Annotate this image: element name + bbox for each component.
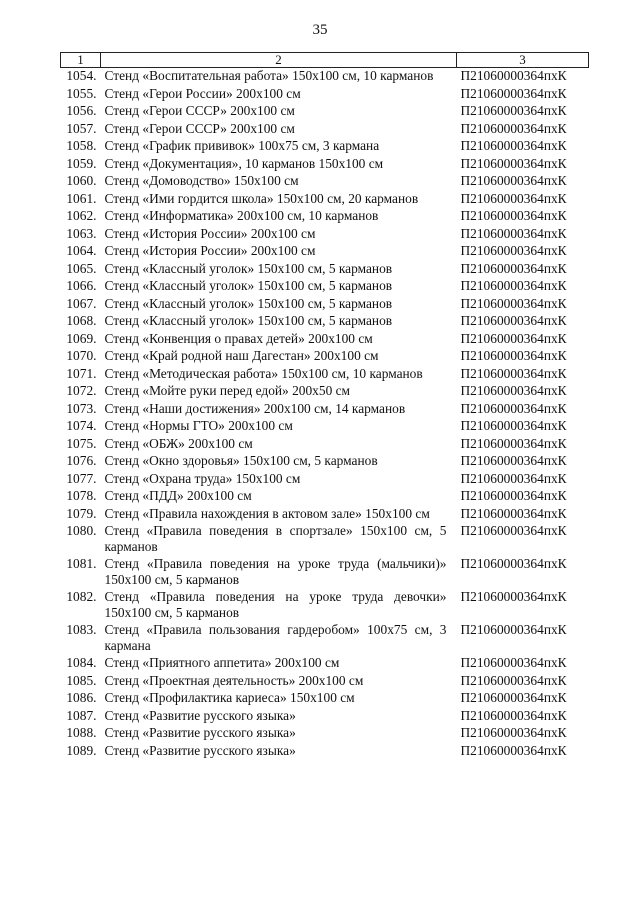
table-row xyxy=(61,191,589,209)
table-row xyxy=(61,743,589,761)
table-row xyxy=(61,655,589,673)
table-row xyxy=(61,708,589,726)
item-description: Стенд «История России» 200x100 см xyxy=(104,243,316,258)
item-inventory-code: П21060000364пхК xyxy=(460,313,567,328)
item-inventory-code: П21060000364пхК xyxy=(460,742,567,758)
item-inventory-code: П21060000364пхК xyxy=(460,120,567,136)
item-number: 1068. xyxy=(66,313,97,328)
table-row xyxy=(61,725,589,743)
item-inventory-code: П21060000364пхК xyxy=(460,330,567,346)
item-description: Стенд «Охрана труда» 150x100 см xyxy=(104,470,301,486)
item-description: Стенд «Герои СССР» 200x100 см xyxy=(104,120,295,136)
item-number: 1062. xyxy=(66,208,97,223)
item-inventory-code: П21060000364пхК xyxy=(460,655,567,670)
item-number: 1076. xyxy=(66,453,97,468)
inventory-table xyxy=(60,52,589,760)
item-number: 1070. xyxy=(66,348,97,363)
item-number: 1056. xyxy=(66,103,97,118)
item-description: Стенд «Документация», 10 карманов 150x100 см xyxy=(104,155,384,171)
item-number: 1079. xyxy=(66,505,97,521)
item-number: 1082. xyxy=(66,589,97,604)
table-row xyxy=(61,173,589,191)
item-description: Стенд «Правила пользования гардеробом» 100x75 см, 3 кармана xyxy=(104,622,447,653)
item-inventory-code: П21060000364пхК xyxy=(460,400,567,416)
item-inventory-code: П21060000364пхК xyxy=(460,672,567,688)
column-header-3: 3 xyxy=(457,53,589,68)
table-row xyxy=(61,589,589,622)
item-description: Стенд «Методическая работа» 150x100 см, 10 карманов xyxy=(104,365,423,381)
item-number: 1075. xyxy=(66,435,97,451)
item-description: Стенд «Классный уголок» 150x100 см, 5 карманов xyxy=(104,313,393,328)
item-number: 1061. xyxy=(66,190,97,206)
item-number: 1088. xyxy=(66,725,97,740)
item-description: Стенд «История России» 200x100 см xyxy=(104,225,316,241)
item-inventory-code: П21060000364пхК xyxy=(460,589,567,604)
column-header-2: 2 xyxy=(101,53,457,68)
table-row xyxy=(61,436,589,454)
table-row xyxy=(61,226,589,244)
item-number: 1081. xyxy=(66,556,97,571)
item-number: 1080. xyxy=(66,523,97,538)
item-description: Стенд «Наши достижения» 200x100 см, 14 карманов xyxy=(104,400,406,416)
item-inventory-code: П21060000364пхК xyxy=(460,225,567,241)
item-number: 1077. xyxy=(66,470,97,486)
item-number: 1054. xyxy=(66,68,97,83)
table-row xyxy=(61,453,589,471)
table-row xyxy=(61,138,589,156)
item-description: Стенд «Правила поведения на уроке труда (мальчики)» 150x100 см, 5 карманов xyxy=(104,556,447,587)
item-inventory-code: П21060000364пхК xyxy=(460,383,567,398)
item-number: 1078. xyxy=(66,488,97,503)
table-row xyxy=(61,296,589,314)
item-inventory-code: П21060000364пхК xyxy=(460,418,567,433)
table-row xyxy=(61,208,589,226)
item-inventory-code: П21060000364пхК xyxy=(460,138,567,153)
item-description: Стенд «Конвенция о правах детей» 200x100 см xyxy=(104,330,373,346)
table-row xyxy=(61,366,589,384)
item-number: 1059. xyxy=(66,155,97,171)
table-row xyxy=(61,488,589,506)
item-description: Стенд «Нормы ГТО» 200x100 см xyxy=(104,418,293,433)
item-inventory-code: П21060000364пхК xyxy=(460,365,567,381)
item-description: Стенд «Приятного аппетита» 200x100 см xyxy=(104,655,340,670)
item-inventory-code: П21060000364пхК xyxy=(460,278,567,293)
table-row xyxy=(61,86,589,104)
item-number: 1084. xyxy=(66,655,97,670)
item-number: 1089. xyxy=(66,742,97,758)
item-number: 1055. xyxy=(66,85,97,101)
item-inventory-code: П21060000364пхК xyxy=(460,725,567,740)
item-number: 1067. xyxy=(66,295,97,311)
item-number: 1085. xyxy=(66,672,97,688)
item-inventory-code: П21060000364пхК xyxy=(460,690,567,705)
item-description: Стенд «ОБЖ» 200x100 см xyxy=(104,435,253,451)
item-description: Стенд «Герои России» 200x100 см xyxy=(104,85,301,101)
item-inventory-code: П21060000364пхК xyxy=(460,243,567,258)
table-row xyxy=(61,471,589,489)
item-description: Стенд «Правила поведения на уроке труда девочки» 150x100 см, 5 карманов xyxy=(104,589,447,620)
table-row xyxy=(61,156,589,174)
item-description: Стенд «Герои СССР» 200x100 см xyxy=(104,103,295,118)
table-body xyxy=(61,68,589,761)
item-number: 1057. xyxy=(66,120,97,136)
item-number: 1066. xyxy=(66,278,97,293)
item-number: 1083. xyxy=(66,622,97,637)
item-description: Стенд «Правила нахождения в актовом зале» 150x100 см xyxy=(104,505,430,521)
item-description: Стенд «ПДД» 200x100 см xyxy=(104,488,252,503)
item-inventory-code: П21060000364пхК xyxy=(460,103,567,118)
item-number: 1073. xyxy=(66,400,97,416)
item-description: Стенд «Классный уголок» 150x100 см, 5 карманов xyxy=(104,278,393,293)
item-inventory-code: П21060000364пхК xyxy=(460,260,567,276)
item-inventory-code: П21060000364пхК xyxy=(460,556,567,571)
item-description: Стенд «Развитие русского языка» xyxy=(104,707,296,723)
item-inventory-code: П21060000364пхК xyxy=(460,488,567,503)
table-row xyxy=(61,121,589,139)
table-row xyxy=(61,243,589,261)
item-inventory-code: П21060000364пхК xyxy=(460,85,567,101)
item-inventory-code: П21060000364пхК xyxy=(460,173,567,188)
table-row xyxy=(61,690,589,708)
item-description: Стенд «Профилактика кариеса» 150x100 см xyxy=(104,690,355,705)
item-description: Стенд «Воспитательная работа» 150x100 см, 10 карманов xyxy=(104,68,434,83)
item-inventory-code: П21060000364пхК xyxy=(460,622,567,637)
item-inventory-code: П21060000364пхК xyxy=(460,453,567,468)
item-number: 1071. xyxy=(66,365,97,381)
table-row xyxy=(61,261,589,279)
page-number: 35 xyxy=(312,22,328,38)
item-description: Стенд «Развитие русского языка» xyxy=(104,742,296,758)
table-row xyxy=(61,556,589,589)
item-description: Стенд «Домоводство» 150x100 см xyxy=(104,173,299,188)
item-inventory-code: П21060000364пхК xyxy=(460,470,567,486)
item-number: 1074. xyxy=(66,418,97,433)
item-number: 1060. xyxy=(66,173,97,188)
item-inventory-code: П21060000364пхК xyxy=(460,435,567,451)
table-row xyxy=(61,348,589,366)
item-inventory-code: П21060000364пхК xyxy=(460,523,567,538)
item-number: 1086. xyxy=(66,690,97,705)
table-row xyxy=(61,418,589,436)
item-inventory-code: П21060000364пхК xyxy=(460,505,567,521)
item-number: 1087. xyxy=(66,707,97,723)
item-inventory-code: П21060000364пхК xyxy=(460,295,567,311)
table-row xyxy=(61,383,589,401)
column-header-1: 1 xyxy=(61,53,101,68)
item-description: Стенд «Окно здоровья» 150x100 см, 5 карманов xyxy=(104,453,378,468)
item-description: Стенд «График прививок» 100x75 см, 3 кармана xyxy=(104,138,380,153)
item-inventory-code: П21060000364пхК xyxy=(460,348,567,363)
table-row xyxy=(61,401,589,419)
table-row xyxy=(61,68,589,86)
item-inventory-code: П21060000364пхК xyxy=(460,68,567,83)
table-row xyxy=(61,313,589,331)
item-number: 1064. xyxy=(66,243,97,258)
item-description: Стенд «Классный уголок» 150x100 см, 5 карманов xyxy=(104,295,393,311)
item-number: 1065. xyxy=(66,260,97,276)
item-number: 1072. xyxy=(66,383,97,398)
item-description: Стенд «Информатика» 200x100 см, 10 карманов xyxy=(104,208,379,223)
item-inventory-code: П21060000364пхК xyxy=(460,190,567,206)
item-description: Стенд «Мойте руки перед едой» 200x50 см xyxy=(104,383,351,398)
table-row xyxy=(61,278,589,296)
item-description: Стенд «Проектная деятельность» 200x100 см xyxy=(104,672,364,688)
item-inventory-code: П21060000364пхК xyxy=(460,208,567,223)
table-row xyxy=(61,506,589,524)
item-inventory-code: П21060000364пхК xyxy=(460,155,567,171)
item-description: Стенд «Развитие русского языка» xyxy=(104,725,296,740)
item-description: Стенд «Классный уголок» 150x100 см, 5 карманов xyxy=(104,260,393,276)
item-inventory-code: П21060000364пхК xyxy=(460,707,567,723)
table-row xyxy=(61,622,589,655)
table-row xyxy=(61,523,589,556)
table-header xyxy=(61,53,589,68)
table-row xyxy=(61,331,589,349)
item-number: 1058. xyxy=(66,138,97,153)
item-description: Стенд «Правила поведения в спортзале» 150x100 см, 5 карманов xyxy=(104,523,447,554)
item-description: Стенд «Ими гордится школа» 150x100 см, 20 карманов xyxy=(104,190,419,206)
item-description: Стенд «Край родной наш Дагестан» 200x100 см xyxy=(104,348,379,363)
item-number: 1069. xyxy=(66,330,97,346)
item-number: 1063. xyxy=(66,225,97,241)
table-row xyxy=(61,673,589,691)
table-row xyxy=(61,103,589,121)
